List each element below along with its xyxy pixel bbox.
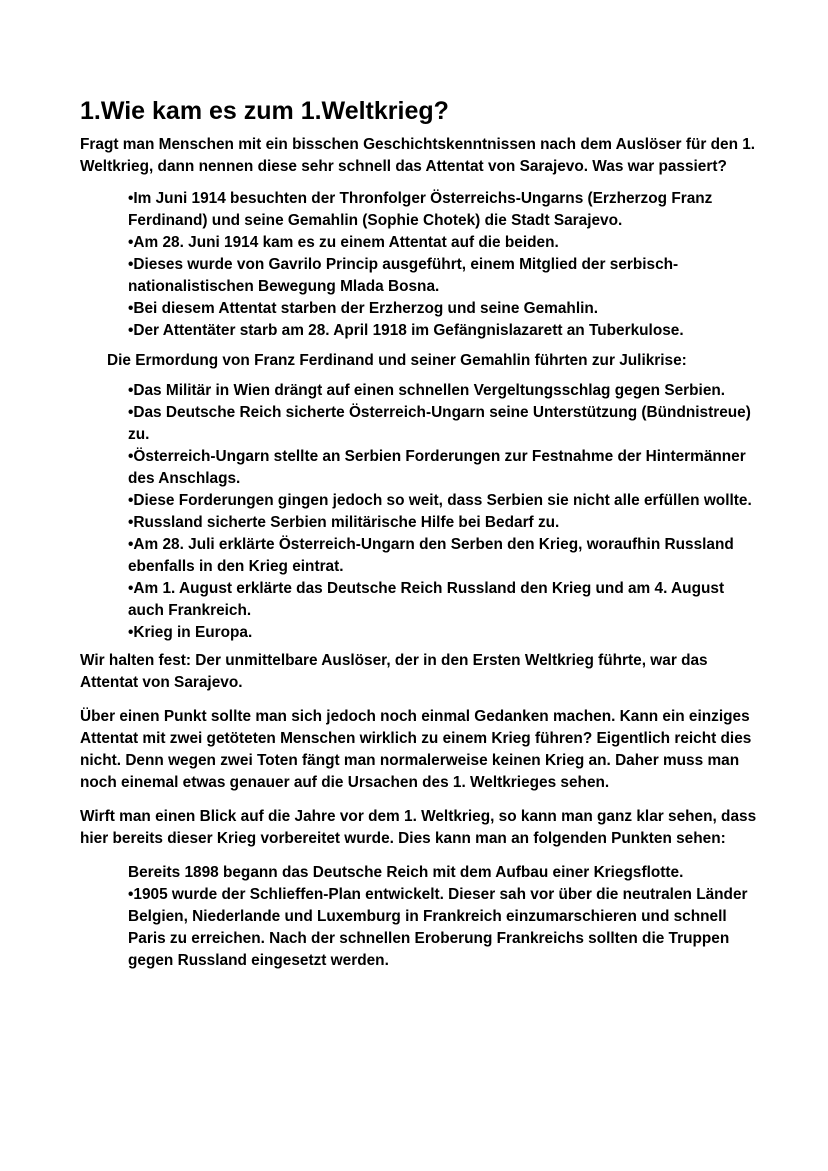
list-item: •Der Attentäter starb am 28. April 1918 im Gefängnislazarett an Tuberkulose. [128,322,684,339]
conclusion-paragraph: Wir halten fest: Der unmittelbare Auslöser, der in den Ersten Weltkrieg führte, war das Attentat von Sarajevo. [80,652,708,691]
list-item: •Das Militär in Wien drängt auf einen schnellen Vergeltungsschlag gegen Serbien. [128,382,726,399]
prewar-paragraph: Wirft man einen Blick auf die Jahre vor dem 1. Weltkrieg, so kann man ganz klar sehen, dass hier bereits dieser Krieg vorbereitet wurde. Dies kann man an folgenden Punkten sehen: [80,808,757,847]
list-item: •Österreich-Ungarn stellte an Serbien Forderungen zur Festnahme der Hintermänner des Anschlags. [128,448,746,487]
intro-paragraph: Fragt man Menschen mit ein bisschen Geschichtskenntnissen nach dem Auslöser für den 1. Weltkrieg, dann nennen diese sehr schnell das Attentat von Sarajevo. Was war passiert? [80,136,756,175]
list-item: •Diese Forderungen gingen jedoch so weit, dass Serbien sie nicht alle erfüllen wollte. [128,492,752,509]
list-item: •Russland sicherte Serbien militärische Hilfe bei Bedarf zu. [128,514,560,531]
list-item: •Krieg in Europa. [128,624,253,641]
page-title: 1.Wie kam es zum 1.Weltkrieg? [80,97,449,125]
list-item: •Am 28. Juni 1914 kam es zu einem Attentat auf die beiden. [128,234,559,251]
list-item: Bereits 1898 begann das Deutsche Reich mit dem Aufbau einer Kriegsflotte. [128,864,684,881]
list-item: •Im Juni 1914 besuchten der Thronfolger Österreichs-Ungarns (Erzherzog Franz Ferdinand) und seine Gemahlin (Sophie Chotek) die Stadt Sarajevo. [128,190,713,229]
list-item: •Am 1. August erklärte das Deutsche Reich Russland den Krieg und am 4. August auch Frankreich. [128,580,725,619]
list-item: •Das Deutsche Reich sicherte Österreich-Ungarn seine Unterstützung (Bündnistreue) zu. [128,404,751,443]
sarajevo-facts-list [128,188,760,342]
list-item: •Am 28. Juli erklärte Österreich-Ungarn den Serben den Krieg, woraufhin Russland ebenfalls in den Krieg eintrat. [128,536,734,575]
list-item: •1905 wurde der Schlieffen-Plan entwickelt. Dieser sah vor über die neutralen Länder Belgien, Niederlande und Luxemburg in Frankreich einzumarschieren und schnell Paris zu erreichen. Nach der schnellen Eroberung Frankreichs sollten die Truppen gegen Russland eingesetzt werden. [128,886,748,969]
reflection-paragraph: Über einen Punkt sollte man sich jedoch noch einmal Gedanken machen. Kann ein einziges Attentat mit zwei getöteten Menschen wirklich zu einem Krieg führen? Eigentlich reicht dies nicht. Denn wegen zwei Toten fängt man normalerweise keinen Krieg an. Daher muss man noch einemal etwas genauer auf die Ursachen des 1. Weltkrieges sehen. [80,708,752,791]
list-item: •Dieses wurde von Gavrilo Princip ausgeführt, einem Mitglied der serbisch-nationalistischen Bewegung Mlada Bosna. [128,256,679,295]
julikrise-list [128,380,760,644]
julikrise-intro: Die Ermordung von Franz Ferdinand und seiner Gemahlin führten zur Julikrise: [107,352,687,369]
list-item: •Bei diesem Attentat starben der Erzherzog und seine Gemahlin. [128,300,599,317]
document-page [80,94,760,972]
prewar-list [128,862,760,972]
